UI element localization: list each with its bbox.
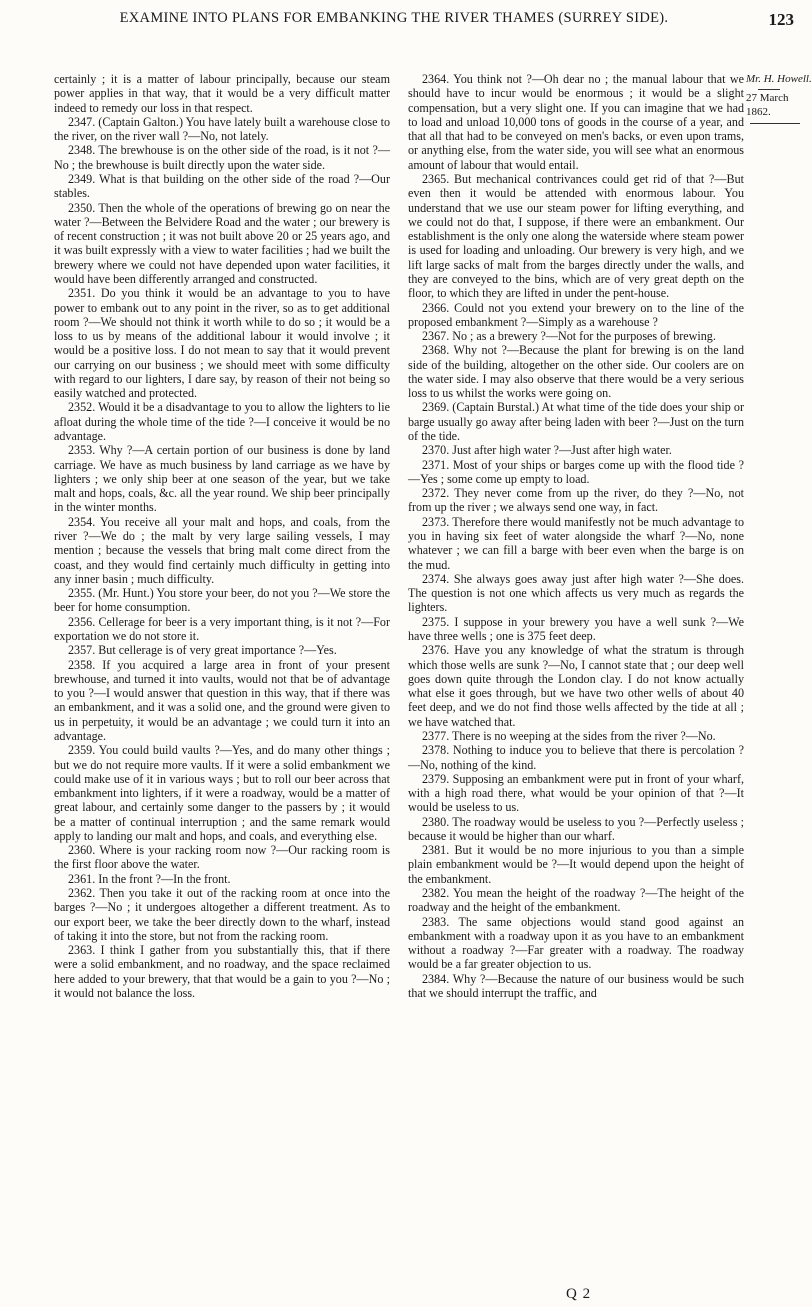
paragraph: 2368. Why not ?—Because the plant for brewing is on the land side of the building, altogether on the other side. Our coolers are on the water side. I may also observe that there would be a very serious loss to us whilst the works were going on. — [408, 343, 744, 401]
paragraph: 2353. Why ?—A certain portion of our business is done by land carriage. We have as much business by land carriage as we have by lighters ; we only ship beer at one season of the year, but we take malt and hops, coals, &c. all the year round. We ship beer principally in the winter months. — [54, 443, 390, 515]
witness-name: Mr. H. Howell. — [746, 73, 812, 85]
paragraph: 2348. The brewhouse is on the other side of the road, is it not ?—No ; the brewhouse is built directly upon the water side. — [54, 143, 390, 172]
paragraph: 2372. They never come from up the river, do they ?—No, not from up the river ; we always send one way, in fact. — [408, 486, 744, 515]
paragraph: 2369. (Captain Burstal.) At what time of the tide does your ship or barge usually go away after being laden with beer ?—Just on the turn of the tide. — [408, 400, 744, 444]
paragraph: 2381. But it would be no more injurious to you than a simple plain embankment would be ?—It would depend upon the height of the embankment. — [408, 843, 744, 886]
running-head: EXAMINE INTO PLANS FOR EMBANKING THE RIVER THAMES (SURREY SIDE). — [119, 10, 669, 26]
paragraph: 2375. I suppose in your brewery you have a well sunk ?—We have three wells ; one is 375 feet deep. — [408, 614, 744, 643]
paragraph: 2366. Could not you extend your brewery on to the line of the proposed embankment ?—Simply as a warehouse ? — [408, 300, 744, 329]
right-column — [408, 72, 744, 1000]
paragraph: 2383. The same objections would stand good against an embankment with a roadway upon it as you have to an embankment without a roadway ?—Far greater with a roadway. The roadway would be a far greater objection to us. — [408, 914, 744, 972]
testimony-date: 27 March 1862. — [746, 92, 789, 118]
paragraph: 2379. Supposing an embankment were put in front of your wharf, with a high road there, what would be your opinion of that ?—It would be useless to us. — [408, 771, 744, 815]
paragraph: 2382. You mean the height of the roadway ?—The height of the roadway and the height of the embankment. — [408, 886, 744, 915]
paragraph: 2373. Therefore there would manifestly not be much advantage to you in having six feet of water alongside the wharf ?—No, none whatever ; we can fill a barge with beer even when the barge is on the mud. — [408, 514, 744, 572]
paragraph: 2360. Where is your racking room now ?—Our racking room is the first floor above the water. — [54, 843, 390, 872]
paragraph: 2354. You receive all your malt and hops, and coals, from the river ?—We do ; the malt by very large sailing vessels, I may mention ; because the vessels that bring malt come direct from the coast, and they would find certainly much difficulty in getting into any inner basin ; much difficulty. — [54, 514, 390, 586]
paragraph: 2347. (Captain Galton.) You have lately built a warehouse close to the river, on the river wall ?—No, not lately. — [54, 114, 390, 144]
paragraph: 2356. Cellerage for beer is a very important thing, is it not ?—For exportation we do not store it. — [54, 614, 390, 643]
paragraph: 2358. If you acquired a large area in front of your present brewhouse, and turned it into vaults, would not that be of advantage to you ?—I would answer that question in this way, that if there was an embankment, and it was a solid one, and the ground were given to us in perpetuity, it would be an advantage ; we could turn it into an advantage. — [54, 657, 390, 743]
paragraph: 2355. (Mr. Hunt.) You store your beer, do not you ?—We store the beer for home consumption. — [54, 586, 390, 615]
margin-rule — [750, 123, 800, 124]
paragraph: 2380. The roadway would be useless to you ?—Perfectly useless ; because it would be higher than our wharf. — [408, 814, 744, 843]
paragraph: 2351. Do you think it would be an advantage to you to have power to embank out to any point in the river, so as to get additional room ?—We should not think it worth while to do so ; it would be a loss to us by means of the additional labour it would involve ; it would be a positive loss. I do not mean to say that it would prevent our carrying on our business ; we should meet with some difficulty with regard to our lighters, I dare say, by reason of their not being so easily watched and protected. — [54, 286, 390, 401]
paragraph: 2378. Nothing to induce you to believe that there is percolation ?—No, nothing of the kind. — [408, 743, 744, 772]
paragraph: 2374. She always goes away just after high water ?—She does. The question is not one which affects us very much as regards the lighters. — [408, 571, 744, 615]
paragraph: 2370. Just after high water ?—Just after high water. — [422, 443, 672, 458]
page-header — [54, 8, 794, 30]
paragraph: 2384. Why ?—Because the nature of our business would be such that we should interrupt the traffic, and — [408, 971, 744, 1000]
paragraph: 2350. Then the whole of the operations of brewing go on near the water ?—Between the Belvidere Road and the water ; our brewery is of recent construction ; it was not built above 20 or 25 years ago, and it was built expressly with a view to water facilities ; had we built the brewery where we could not have depended upon water facilities, it would have been differently arranged and constructed. — [54, 200, 390, 286]
paragraph: 2357. But cellerage is of very great importance ?—Yes. — [68, 643, 337, 658]
paragraph: 2359. You could build vaults ?—Yes, and do many other things ; but we do not require more vaults. If it were a solid embankment we could make use of it in various ways ; but to roll our beer across that embankment into lighters, if it were a roadway, would be a matter of great labour, and certainly some danger to the passers by ; it would be a matter of continual interruption ; and the same remark would apply to landing our malt and hops, and coals, and everything else. — [54, 743, 390, 843]
signature-mark: Q 2 — [566, 1286, 592, 1302]
paragraph: 2376. Have you any knowledge of what the stratum is through which those wells are sunk ?—No, I cannot state that ; our deep well goes down quite through the London clay. I do not know actually what else it goes through, but we have two other wells of about 40 feet deep, and we do not find those wells affected by the tide at all ; we have watched that. — [408, 643, 744, 729]
left-column — [54, 72, 390, 1000]
paragraph: 2367. No ; as a brewery ?—Not for the purposes of brewing. — [422, 329, 716, 344]
paragraph: 2371. Most of your ships or barges come up with the flood tide ?—Yes ; some come up empty to load. — [408, 457, 744, 486]
margin-rule — [758, 89, 780, 90]
paragraph: 2364. You think not ?—Oh dear no ; the manual labour that we should have to incur would be enormous ; it would be a slight compensation, but a very slight one. If you can imagine that we had to load and unload 10,000 tons of goods in the course of a year, and that all that had to be conveyed on men's backs, or even upon trams, or anything else, from the water side, you will see what an enormous amount of labour that would entail. — [408, 72, 744, 172]
margin-note — [746, 72, 812, 124]
paragraph: 2352. Would it be a disadvantage to you to allow the lighters to lie afloat during the whole time of the tide ?—I conceive it would be no advantage. — [54, 400, 390, 444]
paragraph: certainly ; it is a matter of labour principally, because our steam power applies in that way, that it would be a very difficult matter indeed to remedy our loss in that respect. — [54, 72, 390, 115]
paragraph: 2365. But mechanical contrivances could get rid of that ?—But even then it would be attended with enormous labour. You understand that we use our steam power for lifting everything, and we could not do that, I suppose, if there were an embankment. Our establishment is the only one along the waterside where steam power is used for loading and unloading. Our brewery is very high, and we lift large sacks of malt from the barges directly under the walls, and they are conveyed to the bins, which are of very great depth on the floor, to which they are lifted in under the pent-house. — [408, 171, 744, 301]
page-number: 123 — [768, 10, 794, 29]
paragraph: 2363. I think I gather from you substantially this, that if there were a solid embankment, and no roadway, and the space reclaimed here added to your brewery, that that would be a gain to you ?—No ; it would not balance the loss. — [54, 943, 390, 1000]
paragraph: 2377. There is no weeping at the sides from the river ?—No. — [422, 728, 716, 743]
paragraph: 2361. In the front ?—In the front. — [68, 871, 231, 886]
paragraph: 2362. Then you take it out of the racking room at once into the barges ?—No ; it undergoes altogether a different treatment. As to our export beer, we take the beer directly down to the wharf, instead of taking it into the store, but not from the racking room. — [54, 886, 390, 943]
paragraph: 2349. What is that building on the other side of the road ?—Our stables. — [54, 171, 390, 201]
